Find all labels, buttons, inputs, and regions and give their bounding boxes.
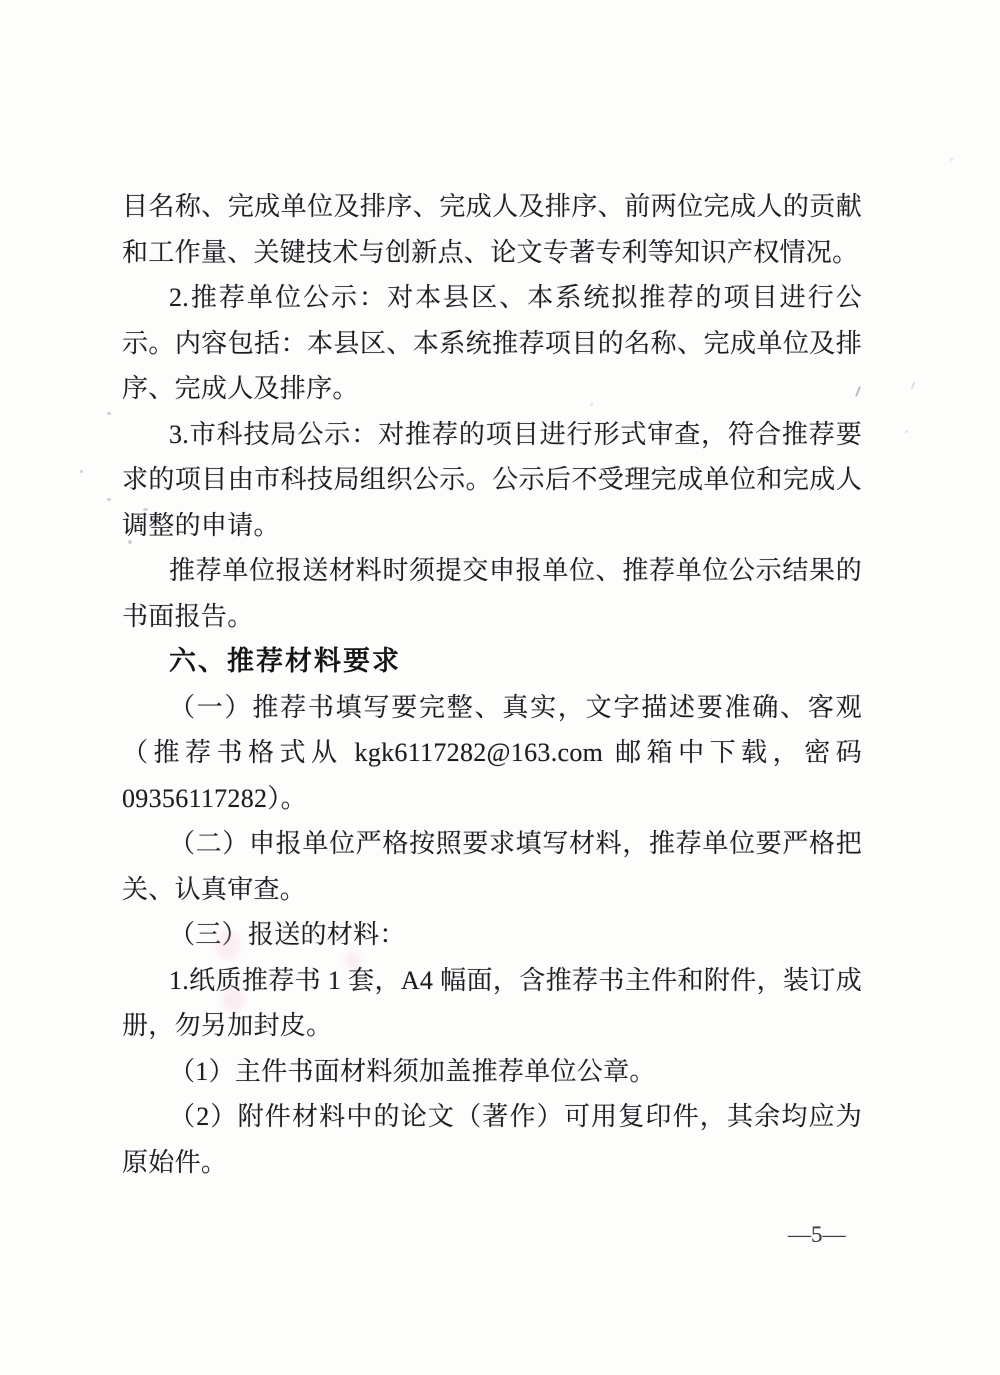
page-number: —5— <box>788 1222 846 1247</box>
paragraph-main-document-official-seal: （1）主件书面材料须加盖推荐单位公章。 <box>169 1056 656 1086</box>
scan-speck <box>107 498 111 501</box>
scan-speck <box>950 158 953 161</box>
paragraph-written-report-requirement: 推荐单位报送材料时须提交申报单位、推荐单位公示结果的书面报告。 <box>122 556 862 631</box>
scan-speck <box>905 430 908 433</box>
ink-bleed-smudge <box>222 988 244 1012</box>
scan-slash-mark <box>911 382 915 389</box>
paragraph-paper-copy-binding: 1.纸质推荐书 1 套，A4 幅面，含推荐书主件和附件，装订成册，勿另加封皮。 <box>122 965 862 1040</box>
paragraph-attachment-photocopy-rule: （2）附件材料中的论文（著作）可用复印件，其余均应为原始件。 <box>122 1102 862 1177</box>
scan-speck <box>107 412 111 415</box>
paragraph-step3-science-bureau-public-notice: 3.市科技局公示：对推荐的项目进行形式审查，符合推荐要求的项目由市科技局组织公示。公示后不受理完成单位和完成人调整的申请。 <box>122 419 862 540</box>
section-heading-six-material-requirements: 六、推荐材料要求 <box>169 646 401 676</box>
scan-speck <box>80 470 83 473</box>
document-body <box>122 184 862 1185</box>
ink-bleed-smudge <box>345 952 361 968</box>
paragraph-item2-strict-review: （二）申报单位严格按照要求填写材料，推荐单位要严格把关、认真审查。 <box>122 829 862 904</box>
scan-speck <box>143 508 148 511</box>
paragraph-step2-recommender-public-notice: 2.推荐单位公示：对本县区、本系统拟推荐的项目进行公示。内容包括：本县区、本系统推荐项目的名称、完成单位及排序、完成人及排序。 <box>122 283 862 403</box>
paragraph-item3-submitted-materials: （三）报送的材料： <box>169 920 406 949</box>
paragraph-continuation-project-info: 目名称、完成单位及排序、完成人及排序、前两位完成人的贡献和工作量、关键技术与创新点、论文专著专利等知识产权情况。 <box>122 192 862 267</box>
scan-speck <box>128 540 132 544</box>
ink-bleed-smudge <box>215 930 241 960</box>
scan-speck <box>590 403 593 406</box>
paragraph-item1-form-completeness-email: （一）推荐书填写要完整、真实，文字描述要准确、客观（推荐书格式从 kgk6117282@163.com 邮箱中下载，密码 09356117282）。 <box>122 692 862 813</box>
